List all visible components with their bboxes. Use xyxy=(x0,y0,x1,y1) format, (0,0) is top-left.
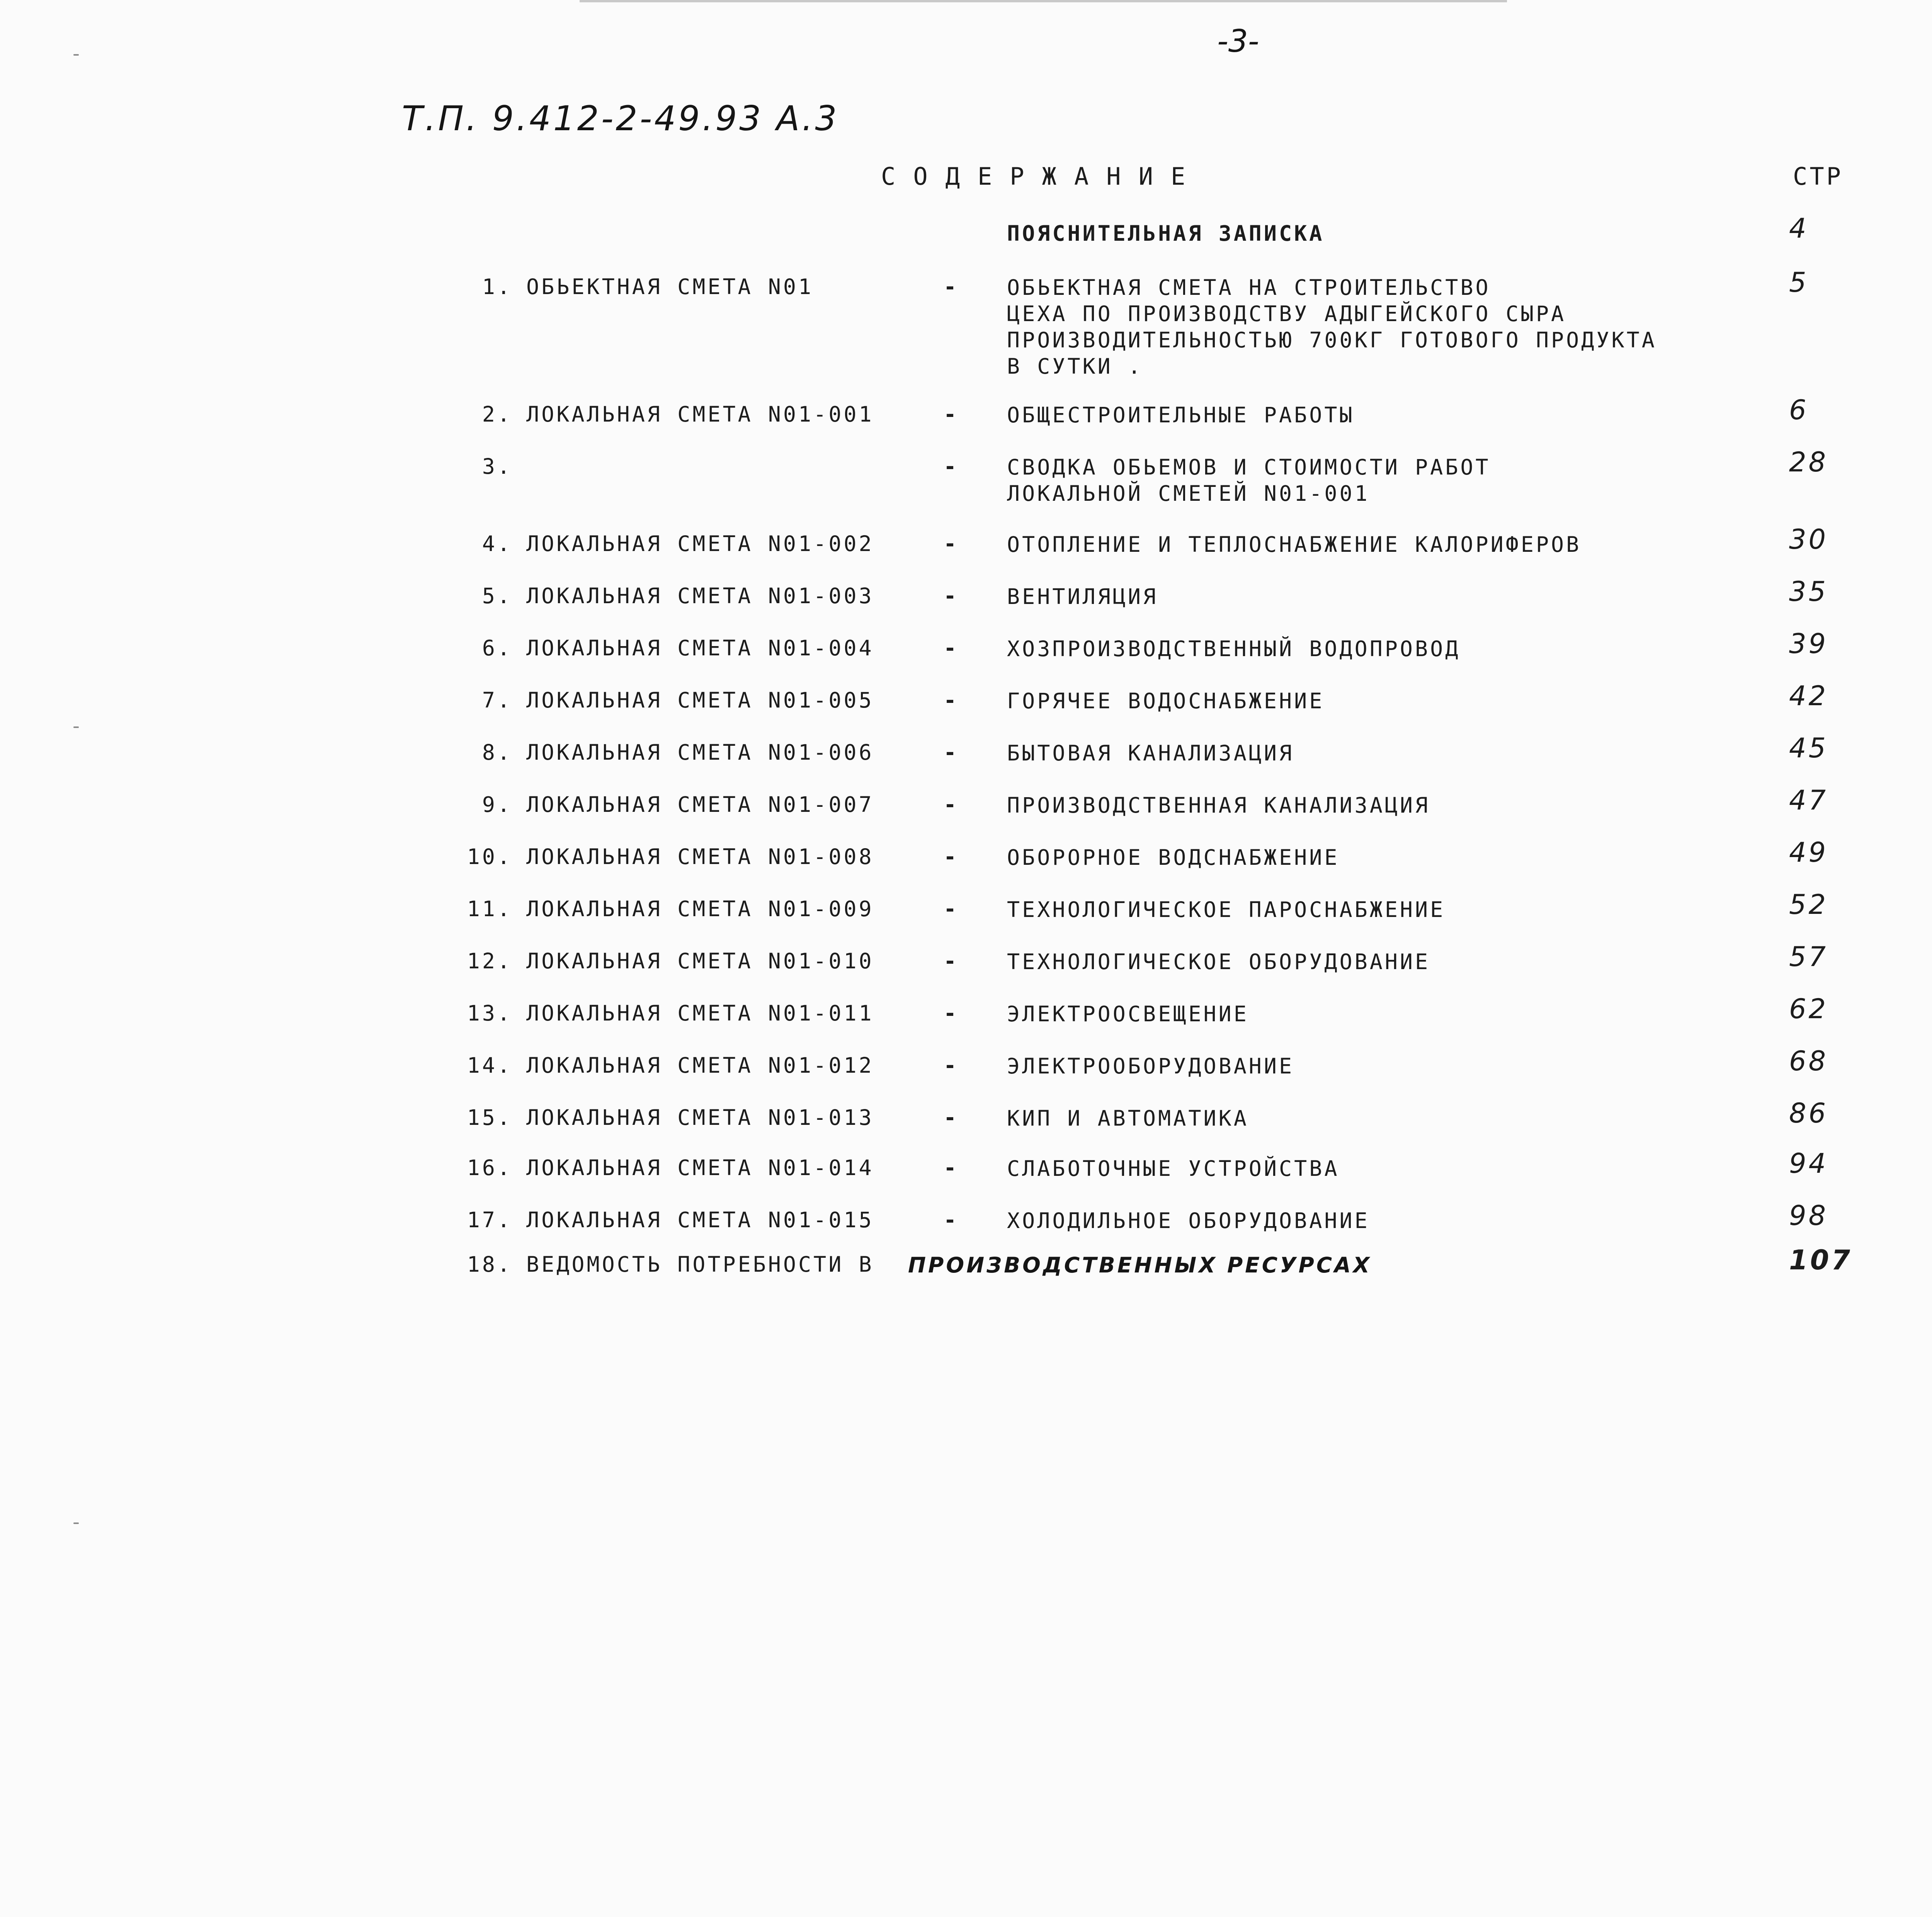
row-page: 52 xyxy=(1789,889,1828,920)
row-estimate-code: ЛОКАЛЬНАЯ СМЕТА N01-004 xyxy=(526,636,874,660)
row-dash: - xyxy=(944,583,959,608)
row-page: 47 xyxy=(1789,784,1828,816)
intro-description: ПОЯСНИТЕЛЬНАЯ ЗАПИСКА xyxy=(1007,221,1325,246)
row-description: ОБЬЕКТНАЯ СМЕТА НА СТРОИТЕЛЬСТВО ЦЕХА ПО ПРОИЗВОДСТВУ АДЫГЕЙСКОГО СЫРА ПРОИЗВОДИТЕЛЬНОСТЬЮ 700КГ ГОТОВОГО ПРОДУКТА В СУТКИ . xyxy=(1007,275,1657,379)
row-estimate-code: ЛОКАЛЬНАЯ СМЕТА N01-008 xyxy=(526,844,874,869)
row-dash: - xyxy=(944,1155,959,1180)
row-page: 86 xyxy=(1789,1097,1828,1129)
row-dash: - xyxy=(944,1001,959,1026)
page-number: -3- xyxy=(1217,23,1259,59)
row-number: 17. xyxy=(467,1208,512,1232)
row-number: 11. xyxy=(467,896,512,921)
row-description: ЭЛЕКТРООСВЕЩЕНИЕ xyxy=(1007,1002,1249,1026)
contents-heading: СОДЕРЖАНИЕ xyxy=(881,162,1203,191)
row-page: 98 xyxy=(1789,1200,1828,1232)
row-description: ВЕНТИЛЯЦИЯ xyxy=(1007,584,1158,609)
row-dash: - xyxy=(944,688,959,713)
row-estimate-code: ЛОКАЛЬНАЯ СМЕТА N01-001 xyxy=(526,402,874,427)
row-description: ТЕХНОЛОГИЧЕСКОЕ ПАРОСНАБЖЕНИЕ xyxy=(1007,897,1446,922)
row-dash: - xyxy=(944,1208,959,1232)
row-page: 39 xyxy=(1789,628,1828,660)
row-description: ЭЛЕКТРООБОРУДОВАНИЕ xyxy=(1007,1054,1294,1078)
row-dash: - xyxy=(944,636,959,660)
row-page: 68 xyxy=(1789,1045,1828,1077)
row-description: СЛАБОТОЧНЫЕ УСТРОЙСТВА xyxy=(1007,1156,1340,1181)
row-description: ОТОПЛЕНИЕ И ТЕПЛОСНАБЖЕНИЕ КАЛОРИФЕРОВ xyxy=(1007,532,1582,557)
row-page: 62 xyxy=(1789,993,1828,1025)
row-description: ХОЛОДИЛЬНОЕ ОБОРУДОВАНИЕ xyxy=(1007,1208,1370,1233)
row-page: 28 xyxy=(1789,446,1828,478)
row-number: 7. xyxy=(482,688,512,713)
row-text-typed: ВЕДОМОСТЬ ПОТРЕБНОСТИ В xyxy=(526,1252,874,1277)
row-estimate-code: ЛОКАЛЬНАЯ СМЕТА N01-010 xyxy=(526,949,874,973)
row-dash: - xyxy=(944,454,959,479)
scan-speck xyxy=(73,54,79,56)
row-dash: - xyxy=(944,792,959,817)
row-page: 94 xyxy=(1789,1148,1828,1179)
row-page: 57 xyxy=(1789,941,1828,973)
row-dash: - xyxy=(944,1053,959,1078)
row-estimate-code: ЛОКАЛЬНАЯ СМЕТА N01-006 xyxy=(526,740,874,765)
row-number: 1. xyxy=(482,274,512,299)
row-number: 13. xyxy=(467,1001,512,1026)
row-estimate-code: ЛОКАЛЬНАЯ СМЕТА N01-005 xyxy=(526,688,874,713)
row-dash: - xyxy=(944,740,959,765)
scan-speck xyxy=(73,1522,79,1524)
row-description: КИП И АВТОМАТИКА xyxy=(1007,1106,1249,1131)
row-number: 15. xyxy=(467,1105,512,1130)
row-dash: - xyxy=(944,531,959,556)
row-dash: - xyxy=(944,949,959,973)
row-description: ГОРЯЧЕЕ ВОДОСНАБЖЕНИЕ xyxy=(1007,689,1325,713)
row-page: 6 xyxy=(1789,394,1809,426)
row-dash: - xyxy=(944,1105,959,1130)
row-description: СВОДКА ОБЬЕМОВ И СТОИМОСТИ РАБОТ ЛОКАЛЬНОЙ СМЕТЕЙ N01-001 xyxy=(1007,455,1491,506)
row-page: 49 xyxy=(1789,837,1828,868)
row-description: ОБОРОРНОЕ ВОДСНАБЖЕНИЕ xyxy=(1007,845,1340,870)
row-description: ХОЗПРОИЗВОДСТВЕННЫЙ ВОДОПРОВОД xyxy=(1007,636,1461,661)
row-page: 35 xyxy=(1789,576,1828,607)
row-number: 3. xyxy=(482,454,512,479)
intro-page: 4 xyxy=(1789,213,1809,244)
row-description: БЫТОВАЯ КАНАЛИЗАЦИЯ xyxy=(1007,741,1294,765)
row-page: 30 xyxy=(1789,524,1828,555)
row-number: 5. xyxy=(482,583,512,608)
row-dash: - xyxy=(944,896,959,921)
row-estimate-code: ОБЬЕКТНАЯ СМЕТА N01 xyxy=(526,274,814,299)
row-number: 10. xyxy=(467,844,512,869)
row-number: 4. xyxy=(482,531,512,556)
row-dash: - xyxy=(944,402,959,427)
row-number: 9. xyxy=(482,792,512,817)
row-number: 16. xyxy=(467,1155,512,1180)
row-description: ТЕХНОЛОГИЧЕСКОЕ ОБОРУДОВАНИЕ xyxy=(1007,949,1430,974)
row-page: 107 xyxy=(1789,1244,1853,1276)
row-estimate-code: ЛОКАЛЬНАЯ СМЕТА N01-013 xyxy=(526,1105,874,1130)
row-number: 12. xyxy=(467,949,512,973)
row-description: ПРОИЗВОДСТВЕННАЯ КАНАЛИЗАЦИЯ xyxy=(1007,793,1430,818)
row-estimate-code: ЛОКАЛЬНАЯ СМЕТА N01-003 xyxy=(526,583,874,608)
row-dash: - xyxy=(944,274,959,299)
row-estimate-code: ЛОКАЛЬНАЯ СМЕТА N01-009 xyxy=(526,896,874,921)
row-page: 45 xyxy=(1789,732,1828,764)
row-dash: - xyxy=(944,844,959,869)
document-reference: Т.П. 9.412-2-49.93 А.3 xyxy=(402,99,839,138)
row-number: 8. xyxy=(482,740,512,765)
row-number: 14. xyxy=(467,1053,512,1078)
scan-speck xyxy=(73,726,79,728)
row-estimate-code: ЛОКАЛЬНАЯ СМЕТА N01-012 xyxy=(526,1053,874,1078)
page-column-label: СТР xyxy=(1793,162,1843,191)
row-estimate-code: ЛОКАЛЬНАЯ СМЕТА N01-011 xyxy=(526,1001,874,1026)
row-number: 2. xyxy=(482,402,512,427)
row-estimate-code: ЛОКАЛЬНАЯ СМЕТА N01-002 xyxy=(526,531,874,556)
row-page: 42 xyxy=(1789,680,1828,712)
row-page: 5 xyxy=(1789,267,1809,298)
row-description: ОБЩЕСТРОИТЕЛЬНЫЕ РАБОТЫ xyxy=(1007,403,1355,427)
row-number: 6. xyxy=(482,636,512,660)
row-number: 18. xyxy=(467,1252,512,1277)
row-text-handwritten: ПРОИЗВОДСТВЕННЫХ РЕСУРСАХ xyxy=(908,1253,1372,1277)
row-estimate-code: ЛОКАЛЬНАЯ СМЕТА N01-015 xyxy=(526,1208,874,1232)
scan-edge-line xyxy=(580,0,1507,2)
row-estimate-code: ЛОКАЛЬНАЯ СМЕТА N01-014 xyxy=(526,1155,874,1180)
row-estimate-code: ЛОКАЛЬНАЯ СМЕТА N01-007 xyxy=(526,792,874,817)
